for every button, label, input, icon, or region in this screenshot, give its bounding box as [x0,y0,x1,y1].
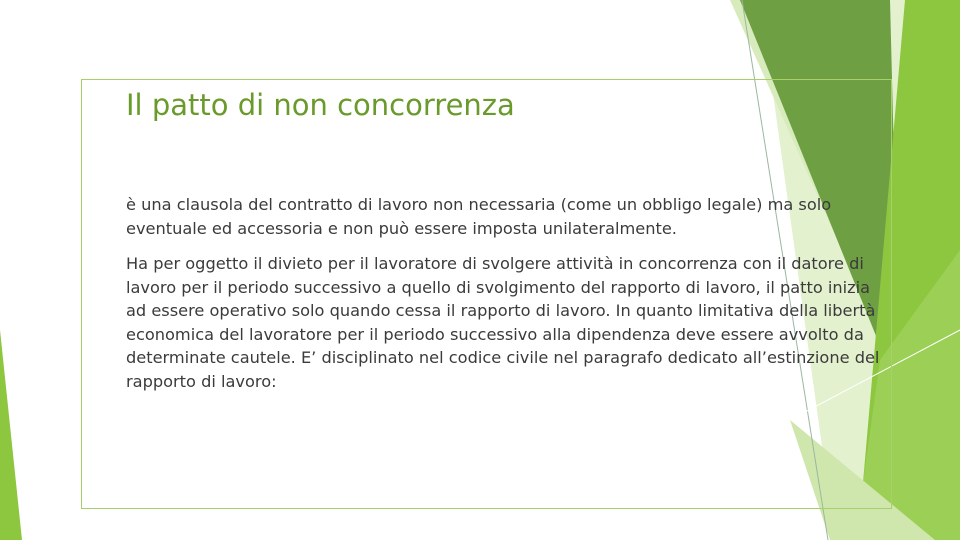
slide-title: Il patto di non concorrenza [126,88,515,122]
slide-body [126,193,886,405]
body-paragraph-1: è una clausola del contratto di lavoro non necessaria (come un obbligo legale) ma solo eventuale ed accessoria e non può essere imposta unilateralmente. [126,195,832,238]
left-facet [0,330,22,540]
body-paragraph-2: Ha per oggetto il divieto per il lavoratore di svolgere attività in concorrenza con il datore di lavoro per il periodo successivo a quello di svolgimento del rapporto di lavoro, il patto inizia ad essere operativo solo quando cessa il rapporto di lavoro. In quanto limitativa della libertà economica del lavoratore per il periodo successivo alla dipendenza deve essere avvolto da determinate cautele. E’ disciplinato nel codice civile nel paragrafo dedicato all’estinzione del rapporto di lavoro: [126,254,880,391]
